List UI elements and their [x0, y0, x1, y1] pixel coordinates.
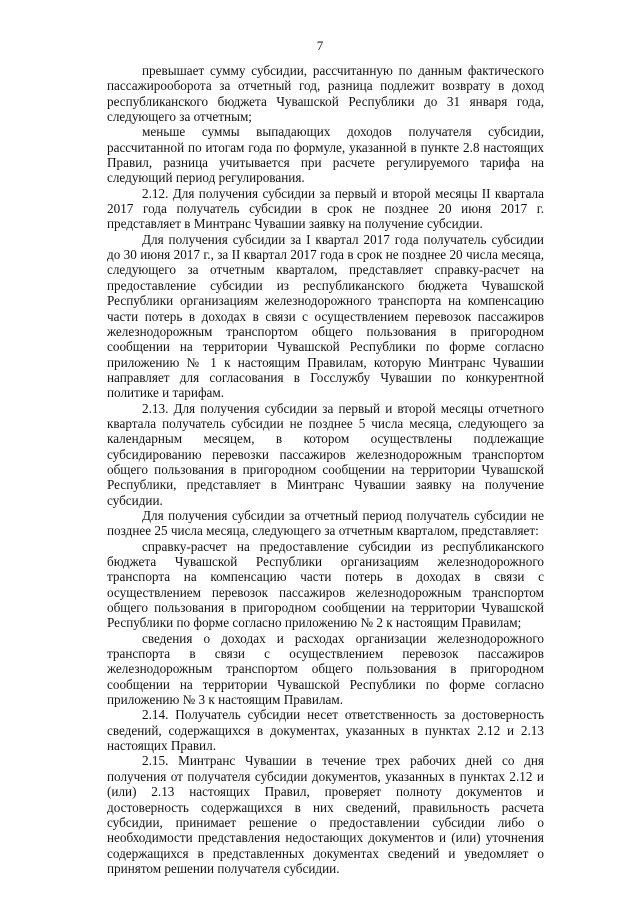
- paragraph-9: 2.14. Получатель субсидии несет ответственность за достоверность сведений, содержащихся в документах, указанных в пунктах 2.12 и 2.13 настоящих Правил.: [107, 707, 544, 754]
- paragraph-1: превышает сумму субсидии, рассчитанную по данным фактического пассажирооборота за отчетный год, разница подлежит возврату в доход республиканского бюджета Чувашской Республики до 31 января года, следующего за отчетным;: [107, 63, 544, 125]
- paragraph-7: справку-расчет на предоставление субсидии из республиканского бюджета Чувашской Республики организациям железнодорожного транспорта на компенсацию части потерь в доходах в связи с осуществлением перевозок пассажиров железнодорожным транспортом общего пользования в пригородном сообщении на территории Чувашской Республики по форме согласно приложению № 2 к настоящим Правилам;: [107, 538, 544, 631]
- paragraph-8: сведения о доходах и расходах организации железнодорожного транспорта в связи с осуществлением перевозок пассажиров железнодорожным транспортом общего пользования в пригородном сообщении на территории Чувашской Республики по форме согласно приложению № 3 к настоящим Правилам.: [107, 630, 544, 708]
- paragraph-6: Для получения субсидии за отчетный период получатель субсидии не позднее 25 числа месяца, следующего за отчетным кварталом, представляет:: [107, 507, 544, 539]
- document-body: [107, 63, 544, 876]
- paragraph-3: 2.12. Для получения субсидии за первый и второй месяцы II квартала 2017 года получатель субсидии в срок не позднее 20 июня 2017 г. представляет в Минтранс Чувашии заявку на получение субсидии.: [107, 185, 544, 232]
- paragraph-2: меньше суммы выпадающих доходов получателя субсидии, рассчитанной по итогам года по формуле, указанной в пункте 2.8 настоящих Правил, разница учитывается при расчете регулируемого тарифа на следующий период регулирования.: [107, 124, 544, 186]
- paragraph-10: 2.15. Минтранс Чувашии в течение трех рабочих дней со дня получения от получателя субсидии документов, указанных в пунктах 2.12 и (или) 2.13 настоящих Правил, проверяет полноту документов и достоверность содержащихся в них сведений, правильность расчета субсидии, принимает решение о предоставлении субсидии либо о необходимости представления недостающих документов и (или) уточнения содержащихся в представленных документах сведений и уведомляет о принятом решении получателя субсидии.: [107, 753, 544, 876]
- paragraph-5: 2.13. Для получения субсидии за первый и второй месяцы отчетного квартала получатель субсидии не позднее 5 числа месяца, следующего за календарным месяцем, в котором осуществлены подлежащие субсидированию перевозки пассажиров железнодорожным транспортом общего пользования в пригородном сообщении на территории Чувашской Республики, представляет в Минтранс Чувашии заявку на получение субсидии.: [107, 400, 544, 508]
- page-number: 7: [316, 38, 324, 53]
- paragraph-4: Для получения субсидии за I квартал 2017 года получатель субсидии до 30 июня 2017 г., за II квартал 2017 года в срок не позднее 20 числа месяца, следующего за отчетным кварталом, представляет справку-расчет на предоставление субсидии из республиканского бюджета Чувашской Республики организациям железнодорожного транспорта на компенсацию части потерь в доходах в связи с осуществлением перевозок пассажиров железнодорожным транспортом общего пользования в пригородном сообщении на территории Чувашской Республики по форме согласно приложению № 1 к настоящим Правилам, которую Минтранс Чувашии направляет для согласования в Госслужбу Чувашии по конкурентной политике и тарифам.: [107, 231, 544, 401]
